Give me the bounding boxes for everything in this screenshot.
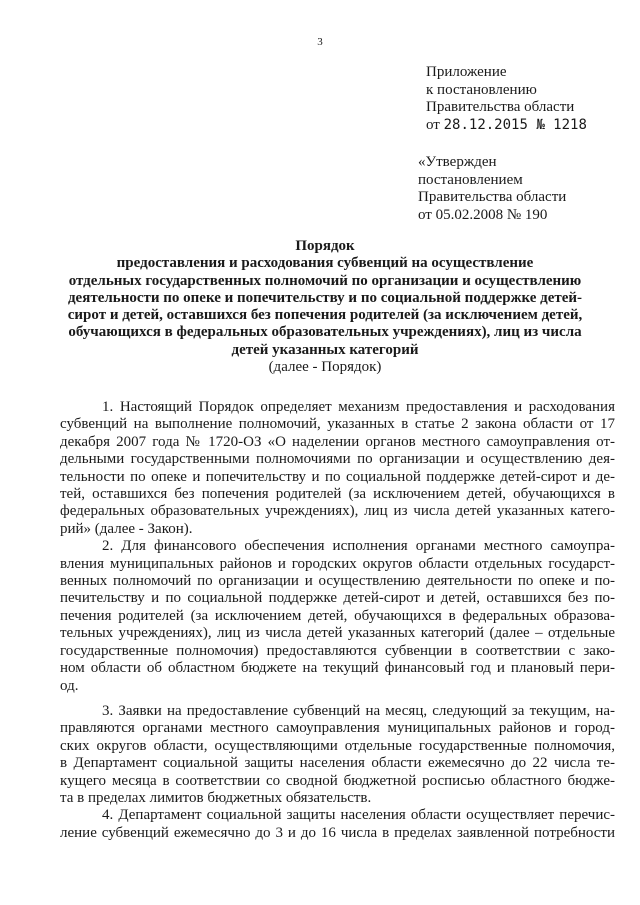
paragraph-line: тельных учреждениях), лиц из числа детей указанных категорий (далее – отдельные — [60, 625, 615, 642]
title-line: предоставления и расходования субвенций на осуществление — [116, 255, 534, 272]
appendix-line: к постановлению — [426, 81, 537, 98]
title-line: детей указанных категорий — [231, 341, 419, 358]
paragraph-line: 2. Для финансового обеспечения исполнения органами местного самоупра- — [102, 538, 615, 555]
approved-line: «Утвержден — [418, 154, 497, 170]
paragraph-1 — [60, 399, 615, 538]
paragraph-line: декабря 2007 года № 1720-ОЗ «О наделении органов местного самоуправления от- — [60, 433, 615, 450]
approved-line: от 05.02.2008 № 190 — [418, 206, 548, 223]
title-line: сирот и детей, оставшихся без попечения родителей (за исключением детей, — [67, 307, 583, 324]
paragraph-line: государственные полномочия) предоставляются субвенции в соответствии с зако- — [60, 642, 615, 659]
paragraph-line: рий» (далее - Закон). — [60, 520, 193, 537]
paragraph-line: 1. Настоящий Порядок определяет механизм предоставления и расходования — [102, 399, 615, 415]
approved-block — [418, 154, 566, 224]
paragraph-line: субвенций на выполнение полномочий, указанных в статье 2 закона области от 17 — [60, 416, 615, 433]
paragraph-line: федеральных образовательных учреждениях), лиц из числа детей указанных катего- — [60, 503, 615, 520]
paragraph-line: печительству и по социальной поддержке детей-сирот и детей, оставшихся без по- — [60, 590, 615, 607]
paragraph-line: ном области об областном бюджете на текущий финансовый год и плановый пери- — [60, 660, 615, 677]
paragraph-line: дельными государственными полномочиями по организации и осуществлению дея- — [60, 451, 615, 468]
page-number: 3 — [317, 36, 323, 48]
paragraph-line: правляются органами местного самоуправления муниципальных районов и город- — [60, 720, 615, 737]
paragraph-line: од. — [60, 677, 79, 694]
paragraph-line: печения родителей (за исключением детей, обучающихся в федеральных образова- — [60, 607, 615, 624]
appendix-block — [426, 64, 587, 134]
appendix-line: Приложение — [426, 64, 507, 80]
appendix-date-line — [426, 117, 587, 135]
document-title — [60, 238, 590, 376]
paragraph-line: ление субвенций ежемесячно до 3 и до 16 числа в пределах заявленной потребности — [60, 824, 615, 841]
title-note: (далее - Порядок) — [268, 359, 382, 376]
approved-line: Правительства области — [418, 189, 567, 205]
paragraph-line: тей, оставшихся без попечения родителей (за исключением детей, обучающихся в — [60, 486, 615, 503]
paragraph-line: кущего месяца в соответствии со сводной бюджетной росписью областного бюдже- — [60, 772, 615, 789]
paragraph-line: ских округов области, осуществляющими отдельные государственные полномочия, — [60, 737, 615, 754]
appendix-date-prefix: от — [426, 116, 440, 133]
appendix-line: Правительства области — [426, 99, 575, 115]
paragraph-line: та в пределах лимитов бюджетных обязательств. — [60, 789, 372, 806]
paragraph-line: в Департамент социальной защиты населения области ежемесячно до 22 числа те- — [60, 755, 615, 772]
paragraph-2 — [60, 538, 615, 695]
document-body — [60, 399, 615, 842]
paragraph-4 — [60, 807, 615, 842]
paragraph-line: 4. Департамент социальной защиты населения области осуществляет перечис- — [102, 807, 615, 824]
paragraph-line: вления муниципальных районов и городских округов области отдельных государст- — [60, 555, 615, 572]
paragraph-3 — [60, 703, 615, 807]
title-line: отдельных государственных полномочий по организации и осуществлению — [68, 272, 582, 289]
title-line: обучающихся в федеральных образовательных учреждениях), лиц из числа — [68, 324, 582, 341]
title-heading: Порядок — [295, 238, 355, 254]
title-line: деятельности по опеке и попечительству и по социальной поддержке детей- — [67, 289, 583, 306]
paragraph-line: венных полномочий по организации и осуществлению деятельности по опеке и по- — [60, 573, 615, 590]
appendix-date-stamp: 28.12.2015 № 1218 — [443, 116, 587, 133]
paragraph-line: 3. Заявки на предоставление субвенций на месяц, следующий за текущим, на- — [102, 702, 615, 719]
approved-line: постановлением — [418, 171, 523, 188]
paragraph-line: тельности по опеке и попечительству и по социальной поддержке детей-сирот и де- — [60, 468, 615, 485]
